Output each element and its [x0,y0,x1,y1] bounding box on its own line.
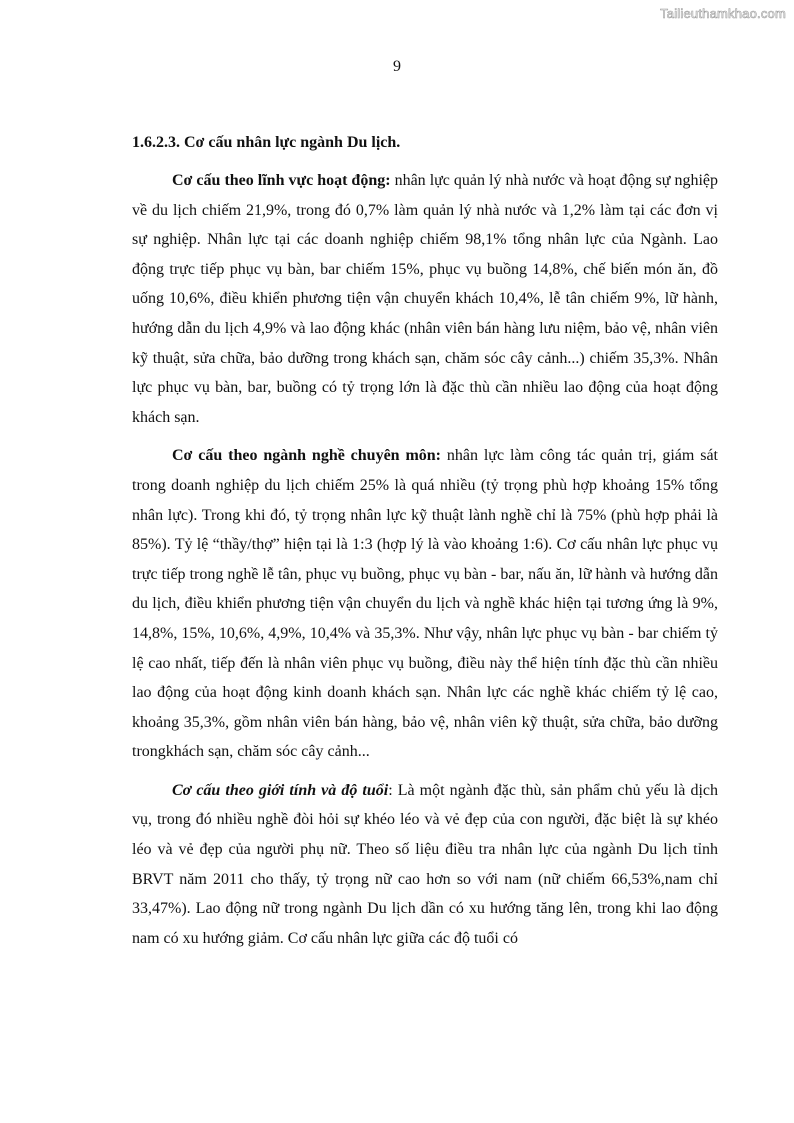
paragraph-lead: Cơ cấu theo ngành nghề chuyên môn: [172,447,442,465]
paragraph-text: nhân lực làm công tác quản trị, giám sát trong doanh nghiệp du lịch chiếm 25% là quá nhiều (tỷ trọng phù hợp khoảng 15% tổng nhân lực). Trong khi đó, tỷ trọng nhân lực kỹ thuật lành nghề chỉ là 75% (phù hợp phải là 85%). Tỷ lệ “thầy/thợ” hiện tại là 1:3 (hợp lý là vào khoảng 1:6). Cơ cấu nhân lực phục vụ trực tiếp trong nghề lễ tân, phục vụ buồng, phục vụ bàn - bar, nấu ăn, lữ hành và hướng dẫn du lịch, điều khiển phương tiện vận chuyển du lịch và nghề khác hiện tại tương ứng là 9%, 14,8%, 15%, 10,6%, 4,9%, 10,4% và 35,3%. Như vậy, nhân lực phục vụ bàn - bar chiếm tỷ lệ cao nhất, tiếp đến là nhân viên phục vụ buồng, điều này thể hiện tính đặc thù cần nhiều lao động của hoạt động kinh doanh khách sạn. Nhân lực các nghề khác chiếm tỷ lệ cao, khoảng 35,3%, gồm nhân viên bán hàng, bảo vệ, nhân viên kỹ thuật, sửa chữa, bảo dưỡng trongkhách sạn, chăm sóc cây cảnh... [132,447,718,761]
watermark: Tailieuthamkhao.com [660,6,786,21]
paragraph-text: nhân lực quản lý nhà nước và hoạt động sự nghiệp về du lịch chiếm 21,9%, trong đó 0,7% làm quản lý nhà nước và 1,2% làm tại các đơn vị sự nghiệp. Nhân lực tại các doanh nghiệp chiếm 98,1% tổng nhân lực của Ngành. Lao động trực tiếp phục vụ bàn, bar chiếm 15%, phục vụ buồng 14,8%, chế biến món ăn, đồ uống 10,6%, điều khiển phương tiện vận chuyển khách 10,4%, lễ tân chiếm 9%, lữ hành, hướng dẫn du lịch 4,9% và lao động khác (nhân viên bán hàng lưu niệm, bảo vệ, nhân viên kỹ thuật, sửa chữa, bảo dưỡng trong khách sạn, chăm sóc cây cảnh...) chiếm 35,3%. Nhân lực phục vụ bàn, bar, buồng có tỷ trọng lớn là đặc thù cần nhiều lao động của hoạt động khách sạn. [132,172,719,426]
paragraph-field-structure [132,166,718,432]
paragraph-text: : Là một ngành đặc thù, sản phẩm chủ yếu là dịch vụ, trong đó nhiều nghề đòi hỏi sự khéo léo và vẻ đẹp của con người, đặc biệt là sự khéo léo và vẻ đẹp của người phụ nữ. Theo số liệu điều tra nhân lực của ngành Du lịch tỉnh BRVT năm 2011 cho thấy, tỷ trọng nữ cao hơn so với nam (nữ chiếm 66,53%,nam chỉ 33,47%). Lao động nữ trong ngành Du lịch dần có xu hướng tăng lên, trong khi lao động nam có xu hướng giảm. Cơ cấu nhân lực giữa các độ tuổi có [132,781,718,947]
document-body [132,129,718,962]
paragraph-lead: Cơ cấu theo lĩnh vực hoạt động: [172,172,391,189]
paragraph-lead: Cơ cấu theo giới tính và độ tuổi [172,781,389,799]
section-heading: 1.6.2.3. Cơ cấu nhân lực ngành Du lịch. [132,134,401,151]
page-number: 9 [393,58,401,75]
paragraph-profession-structure [132,441,718,767]
paragraph-gender-age-structure [132,776,718,954]
